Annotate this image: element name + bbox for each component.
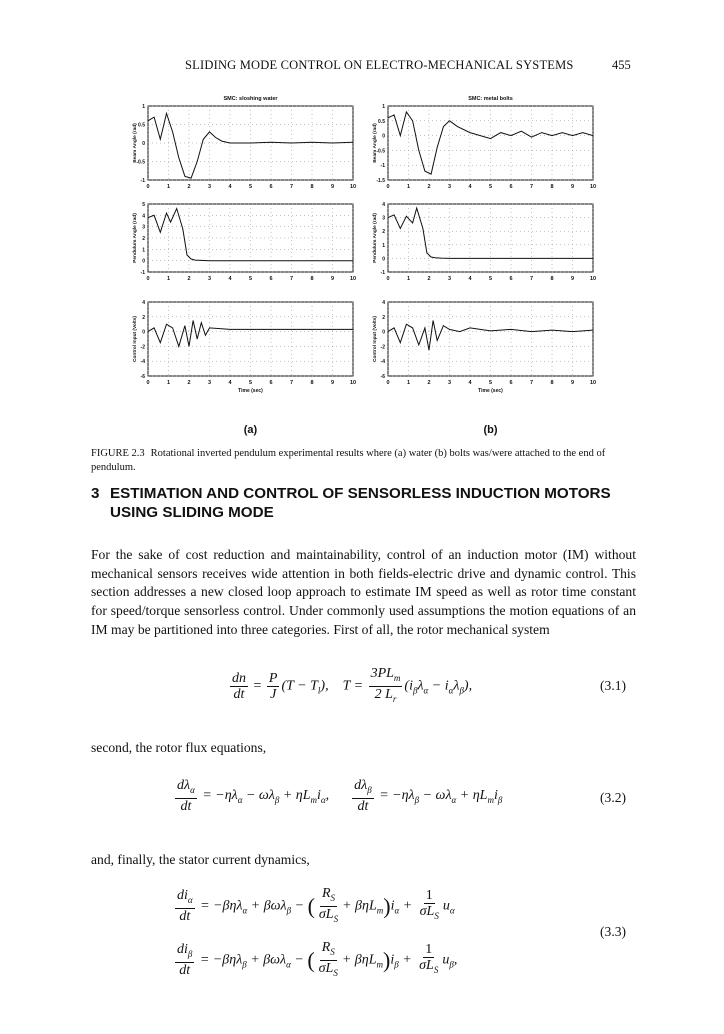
- eq33-l2-sub: β: [187, 949, 193, 960]
- plot-6-series-line: [388, 321, 593, 351]
- plot-6-xtick-2: 2: [427, 380, 431, 386]
- eq33-l2-sigma-sub: S: [333, 967, 338, 978]
- panel-label-a: (a): [243, 424, 258, 436]
- eq33-l1-rs-sub: S: [330, 892, 336, 903]
- plot-6-xtick-1: 1: [406, 380, 411, 386]
- plot-3-ytick-1: 4: [142, 213, 145, 220]
- eq33-l2-end-a: i: [390, 952, 395, 968]
- eq32-rhs1-c: i: [317, 788, 321, 804]
- eq32-rhs1-a: − ωλ: [242, 788, 275, 804]
- plot-1-xtick-9: 9: [330, 184, 335, 190]
- eq33-l2-rs-sub: S: [330, 946, 335, 957]
- plot-1-ylabel: Beam Angle (rad): [133, 123, 138, 163]
- section-title-line2: USING SLIDING MODE: [110, 504, 274, 521]
- plot-2-ytick-2: 0: [382, 133, 385, 140]
- eq33-l1-sigma2: σL: [419, 904, 435, 920]
- plot-5-xlabel: Time (sec): [238, 388, 263, 394]
- plot-4-xtick-9: 9: [570, 276, 575, 282]
- eq31-number: (3.1): [600, 678, 627, 693]
- plot-2-xtick-6: 6: [509, 184, 513, 190]
- eq33-l1-sigma: σL: [318, 906, 334, 922]
- eq32-lhs2-den: dt: [357, 798, 369, 814]
- eq33-l2-rhs-b: −: [290, 952, 304, 968]
- plot-4-xtick-5: 5: [488, 276, 493, 282]
- plot-1-ytick-1: 0.5: [138, 122, 145, 129]
- plot-3-xtick-6: 6: [269, 276, 273, 282]
- plot-2-xtick-7: 7: [529, 184, 534, 190]
- plot-6-xtick-3: 3: [447, 380, 452, 386]
- eq33-l2-rhs: = −βηλ: [199, 952, 243, 968]
- eq31-term1-sub: l: [317, 685, 321, 696]
- plot-5-xtick-4: 4: [228, 380, 232, 386]
- plot-5-ytick-3: -2: [140, 344, 145, 351]
- eq31-lhs-den: dt: [233, 686, 245, 702]
- plot-4-ytick-2: 2: [382, 229, 385, 236]
- plot-6-ytick-2: 0: [382, 329, 385, 336]
- text-finally: and, finally, the stator current dynamics,: [91, 852, 310, 867]
- plot-3-xtick-9: 9: [330, 276, 335, 282]
- section-number: 3: [91, 485, 100, 502]
- eq33-l1-rs: R: [321, 886, 331, 901]
- eq32-rhs2-a: − ωλ: [419, 788, 452, 804]
- plot-4-ytick-3: 1: [382, 242, 385, 249]
- plot-5-xtick-10: 10: [349, 380, 357, 386]
- eq31-equals: =: [253, 678, 262, 694]
- plot-3-xtick-7: 7: [289, 276, 294, 282]
- plot-4-xtick-2: 2: [427, 276, 431, 282]
- eq31-f2-num-sub: m: [393, 672, 401, 683]
- plot-6-xtick-7: 7: [529, 380, 534, 386]
- eq33-l1-rhs-b: −: [291, 898, 305, 914]
- eq31-term1: (T − T: [281, 678, 318, 694]
- eq33-l1-plus-beta: + βηL: [342, 898, 377, 914]
- plot-1-xtick-10: 10: [349, 184, 357, 190]
- plot-2-xtick-8: 8: [550, 184, 554, 190]
- figure-caption: [91, 447, 636, 475]
- eq33-l1-rhs: = −βηλ: [200, 898, 243, 914]
- eq33-number: (3.3): [600, 924, 627, 939]
- plot-2-title: SMC: metal bolts: [468, 96, 513, 102]
- plot-6-xtick-8: 8: [550, 380, 554, 386]
- plot-1-xtick-5: 5: [248, 184, 253, 190]
- plot-6-xtick-6: 6: [509, 380, 513, 386]
- plot-2-ytick-1: 0.5: [378, 118, 385, 125]
- plot-4-xtick-10: 10: [589, 276, 597, 282]
- plot-4-xtick-8: 8: [550, 276, 554, 282]
- figure-2-3: [130, 88, 608, 438]
- plot-5-xtick-0: 0: [146, 380, 150, 386]
- page-number: 455: [612, 58, 631, 72]
- plot-4-series-line: [388, 208, 593, 258]
- eq33-l1-lhs-num: di: [177, 888, 188, 904]
- eq33-l2-rhs-a: + βωλ: [246, 952, 287, 968]
- plot-2-xtick-5: 5: [488, 184, 493, 190]
- eq31-term2: (i: [404, 678, 413, 694]
- plot-5-xtick-2: 2: [187, 380, 191, 386]
- plot-3-xtick-10: 10: [349, 276, 357, 282]
- plot-3-xtick-4: 4: [228, 276, 232, 282]
- eq33-l2-den: dt: [179, 963, 191, 979]
- eq32-rhs2-c: i: [493, 788, 498, 804]
- eq31-f2-den-sub: r: [392, 693, 397, 704]
- figure-plots: [130, 88, 608, 438]
- equation-3-3: $\frac{di_\alpha}{dt}$ = −βηλ$_\alpha$ + βωλ$_\beta$ − ( $\frac{R_S}{\sigma L_S}$ + $\beta\eta L_m)i_\alpha$ + $\frac{1}{\sigma L_S}$ $u_\alpha$ $\frac{di_\beta}{dt}$ = −βηλ$_\beta$ + βωλ$_\alpha$ − ( $\frac{R_S}{\sigma L_S}$ + $\beta\eta L_m)i_\beta$ + $\frac{1}{\sigma L_S}$ $u_\beta$, (3.3): [177, 886, 627, 979]
- eq33-l2-end: ,: [453, 952, 458, 968]
- eq33-l1-sub: α: [187, 895, 193, 906]
- plot-6-ytick-5: -6: [380, 374, 385, 380]
- plot-5-ytick-5: -6: [140, 374, 145, 380]
- plot-4-ytick-1: 3: [382, 215, 385, 222]
- eq33-l1-end-b: +: [399, 898, 413, 914]
- eq31-term2-end: ),: [463, 678, 473, 694]
- text-second: second, the rotor flux equations,: [91, 740, 267, 755]
- plot-6-xlabel: Time (sec): [478, 388, 503, 394]
- eq31-term2-d: λ: [453, 678, 460, 694]
- eq32-rhs1-b: + ηL: [279, 788, 311, 804]
- plot-4-xtick-6: 6: [509, 276, 513, 282]
- plot-1-ytick-3: -0.5: [136, 159, 145, 166]
- plot-5-xtick-6: 6: [269, 380, 273, 386]
- running-head: [0, 58, 724, 74]
- plot-4-ytick-0: 4: [382, 202, 385, 208]
- body-paragraph: For the sake of cost reduction and maintainability, control of an induction motor (IM) without mechanical sensors receives wide attention in both fields-electric drive and dynamic control. This section addresses a new closed loop approach to estimate IM speed as well as rotor time constant for speed/torque sensorless control. Under commonly used assumptions the motion equations of an IM may be partitioned into three categories. First of all, the rotor mechanical system: [91, 547, 636, 637]
- plot-6-xtick-9: 9: [570, 380, 575, 386]
- plot-1-xtick-2: 2: [187, 184, 191, 190]
- plot-5-xtick-8: 8: [310, 380, 314, 386]
- plot-2-xtick-10: 10: [589, 184, 597, 190]
- plot-3-ylabel: Pendulum Angle (rad): [133, 213, 138, 263]
- plot-2-xtick-2: 2: [427, 184, 431, 190]
- plot-1-title: SMC: sloshing water: [223, 96, 278, 102]
- eq33-l2-sigma: σL: [318, 960, 334, 976]
- eq31-f2-num: 3PL: [370, 666, 394, 681]
- plot-1-xtick-1: 1: [166, 184, 171, 190]
- plot-4-xtick-4: 4: [468, 276, 472, 282]
- eq33-l2-lhs-num: di: [177, 942, 188, 958]
- eq31-T: T =: [342, 678, 364, 694]
- plot-3-xtick-1: 1: [166, 276, 171, 282]
- plot-5-ytick-1: 2: [142, 314, 145, 321]
- plot-5-xtick-7: 7: [289, 380, 294, 386]
- eq33-l1-end-a: i: [390, 898, 395, 914]
- panel-label-b: (b): [483, 424, 498, 436]
- plot-3-ytick-6: -1: [140, 270, 145, 276]
- plot-2-xtick-1: 1: [406, 184, 411, 190]
- plot-3-xtick-8: 8: [310, 276, 314, 282]
- plot-1-ytick-2: 0: [142, 141, 145, 147]
- plot-6-ytick-1: 2: [382, 314, 385, 321]
- eq33-l2-plus-beta: + βηL: [341, 952, 377, 968]
- plot-4-ytick-5: -1: [380, 270, 385, 276]
- eq33-l2-one: 1: [425, 942, 433, 958]
- plot-5-xtick-5: 5: [248, 380, 253, 386]
- eq32-lhs1-num: dλ: [177, 778, 191, 793]
- eq33-l2-rs: R: [321, 940, 331, 955]
- plot-1-ytick-4: -1: [140, 178, 145, 184]
- eq33-l1-sigma-sub: S: [333, 913, 339, 924]
- plot-6-ytick-0: 4: [382, 300, 385, 306]
- plot-2-ytick-3: -0.5: [376, 148, 385, 155]
- plot-2-ytick-0: 1: [382, 104, 385, 110]
- plot-5-ylabel: Control Input (Volts): [133, 315, 138, 363]
- plot-5-xtick-9: 9: [330, 380, 335, 386]
- plot-5-ytick-0: 4: [142, 300, 145, 306]
- eq33-l1-sigma2-sub: S: [434, 911, 439, 922]
- eq32-rhs1: = −ηλ: [202, 788, 238, 804]
- eq31-term2-b: λ: [417, 678, 424, 694]
- plot-2-xtick-3: 3: [447, 184, 452, 190]
- running-head-title: SLIDING MODE CONTROL ON ELECTRO-MECHANICAL SYSTEMS: [185, 58, 574, 72]
- eq32-lhs1-den: dt: [180, 798, 192, 814]
- plot-2-ytick-4: -1: [380, 163, 385, 170]
- eq32-lhs2-num: dλ: [354, 778, 368, 793]
- plot-2-ytick-5: -1.5: [376, 178, 385, 184]
- eq33-l1-den: dt: [179, 909, 191, 925]
- plot-6-ytick-4: -4: [380, 359, 385, 366]
- plot-1-xtick-6: 6: [269, 184, 273, 190]
- plot-4-ylabel: Pendulum Angle (rad): [373, 213, 378, 263]
- plot-1-xtick-7: 7: [289, 184, 294, 190]
- plot-3-ytick-3: 2: [142, 236, 145, 242]
- eq31-term1-end: ),: [320, 678, 329, 694]
- plot-3-xtick-0: 0: [146, 276, 150, 282]
- plot-4-xtick-7: 7: [529, 276, 534, 282]
- eq32-rhs2: = −ηλ: [379, 788, 415, 804]
- plot-6-ylabel: Control Input (Volts): [373, 315, 378, 363]
- eq33-l1-one: 1: [425, 888, 433, 904]
- eq32-number: (3.2): [600, 790, 627, 805]
- plot-3-xtick-2: 2: [187, 276, 191, 282]
- plot-1-xtick-4: 4: [228, 184, 232, 190]
- plot-1-xtick-0: 0: [146, 184, 150, 190]
- eq31-f1-num: P: [268, 670, 278, 686]
- plot-3-ytick-5: 0: [142, 258, 145, 265]
- eq32-lhs2-sub: β: [367, 784, 372, 795]
- plot-3-xtick-3: 3: [207, 276, 212, 282]
- plot-5-ytick-4: -4: [140, 359, 145, 366]
- eq33-l2-sigma2-sub: S: [433, 965, 439, 976]
- eq33-l1-rhs-a: + βωλ: [247, 898, 287, 914]
- plot-3-ytick-4: 1: [142, 247, 145, 254]
- plot-3-ytick-2: 3: [142, 224, 145, 231]
- eq32-rhs2-b: + ηL: [456, 788, 488, 804]
- caption-label: FIGURE 2.3: [91, 448, 145, 459]
- plot-4-ytick-4: 0: [382, 256, 385, 263]
- plot-1-ytick-0: 1: [142, 104, 145, 110]
- equation-3-1: $\frac{dn}{dt}$ = $\frac{P}{J}$ $(T - T_l)$, T = $\frac{3PL_m}{2 L_r}$ $(i_\beta\lambda_\alpha - i_\alpha\lambda_\beta)$, (3.1): [232, 666, 627, 704]
- plot-2-xtick-4: 4: [468, 184, 472, 190]
- plot-4-xtick-0: 0: [386, 276, 390, 282]
- eq32-lhs1-sub: α: [190, 784, 195, 795]
- plot-6-xtick-5: 5: [488, 380, 493, 386]
- eq32-rhs1-end: ,: [325, 788, 330, 804]
- plot-3-ytick-0: 5: [142, 202, 145, 208]
- plot-4-xtick-1: 1: [406, 276, 411, 282]
- eq33-l1-u: u: [442, 898, 450, 914]
- eq31-f2-den: 2 L: [374, 686, 393, 702]
- plot-5-ytick-2: 0: [142, 329, 145, 336]
- plot-1-xtick-3: 3: [207, 184, 212, 190]
- plot-2-xtick-9: 9: [570, 184, 575, 190]
- plot-6-xtick-0: 0: [386, 380, 390, 386]
- plot-6-ytick-3: -2: [380, 344, 385, 351]
- caption-text: Rotational inverted pendulum experimental results where (a) water (b) bolts was/were attached to the end of pendulum.: [91, 448, 606, 473]
- plot-5-xtick-3: 3: [207, 380, 212, 386]
- eq33-l2-end-b: +: [398, 952, 412, 968]
- eq31-f1-den: J: [270, 686, 277, 702]
- plot-2-xtick-0: 0: [386, 184, 390, 190]
- eq33-l2-u: u: [442, 952, 450, 968]
- eq33-l2-sigma2: σL: [419, 958, 434, 974]
- plot-4-xtick-3: 3: [447, 276, 452, 282]
- equation-3-2: $\frac{d\lambda_\alpha}{dt}$ = $-\eta\lambda_\alpha - \omega\lambda_\beta + \eta L_mi_\alpha$, $\frac{d\lambda_\beta}{dt}$ = $-\eta\lambda_\beta - \omega\lambda_\alpha + \eta L_mi_\beta$ (3.2): [177, 778, 627, 814]
- eq31-term2-c: − i: [428, 678, 449, 694]
- section-title-line1: ESTIMATION AND CONTROL OF SENSORLESS INDUCTION MOTORS: [110, 485, 611, 502]
- plot-1-xtick-8: 8: [310, 184, 314, 190]
- plot-1-series-line: [148, 113, 353, 178]
- plot-6-xtick-4: 4: [468, 380, 472, 386]
- plot-2-ylabel: Beam Angle (rad): [373, 123, 378, 163]
- plot-3-xtick-5: 5: [248, 276, 253, 282]
- plot-5-xtick-1: 1: [166, 380, 171, 386]
- plot-6-xtick-10: 10: [589, 380, 597, 386]
- eq31-lhs-num: dn: [232, 670, 246, 686]
